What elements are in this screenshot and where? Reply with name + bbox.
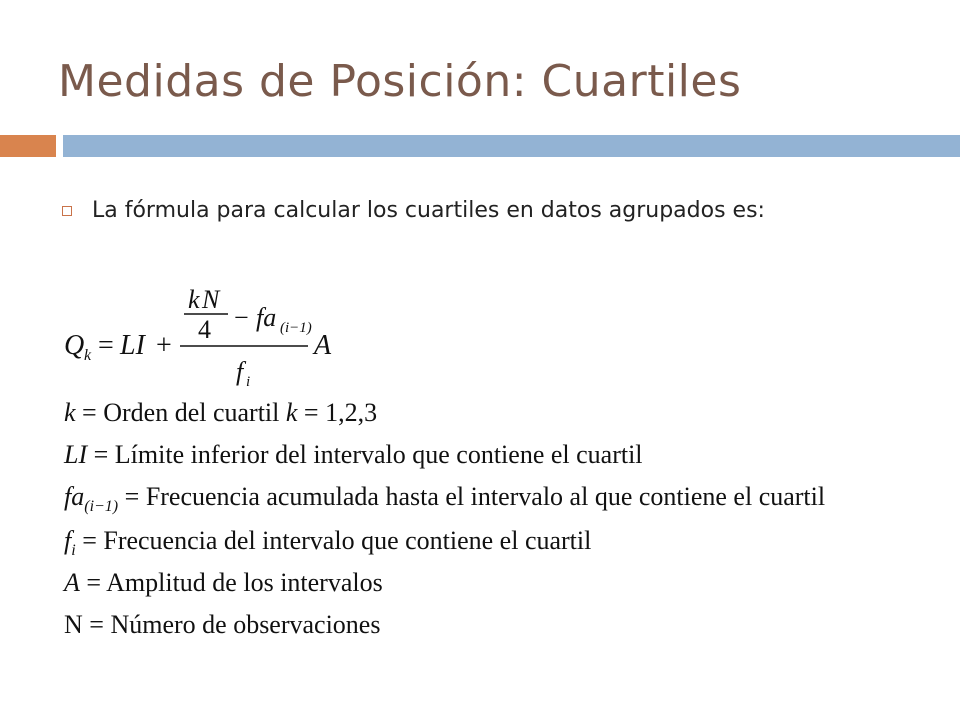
formula-q: Q [64,330,85,361]
quartile-formula [60,282,360,394]
definition-fi: $f_i$ = Frecuencia del intervalo que contiene el cuartil [64,526,592,559]
bullet-square-icon [62,206,72,216]
formula-q-sub: k [84,347,92,364]
formula-den-f: f [236,357,244,386]
slide-title: Medidas de Posición: Cuartiles [58,56,742,107]
formula-a: A [314,330,332,361]
formula-minus: − [234,303,249,332]
bullet-text: La fórmula para calcular los cuartiles en datos agrupados es: [92,198,765,223]
formula-fa: fa [256,303,277,332]
formula-den-sub: i [246,374,251,390]
formula-fa-sub: (i−1) [280,320,312,336]
accent-bar-orange [0,135,56,157]
formula-num-4: 4 [198,315,211,344]
accent-bar-blue [63,135,960,157]
definition-a: A = Amplitud de los intervalos [64,568,383,597]
definition-li: LI = Límite inferior del intervalo que contiene el cuartil [64,440,643,469]
formula-num-n: N [202,285,220,314]
formula-eq: = [98,330,114,361]
definition-n: N = Número de observaciones [64,610,381,639]
definition-k: k = Orden del cuartil k = 1,2,3 [64,398,378,427]
formula-li: LI [120,330,145,361]
formula-num-k: k [188,285,200,314]
formula-plus: + [156,330,172,361]
definition-fa: $fa_{(i-1)}$ = Frecuencia acumulada hasta el intervalo al que contiene el cuartil [64,482,826,515]
